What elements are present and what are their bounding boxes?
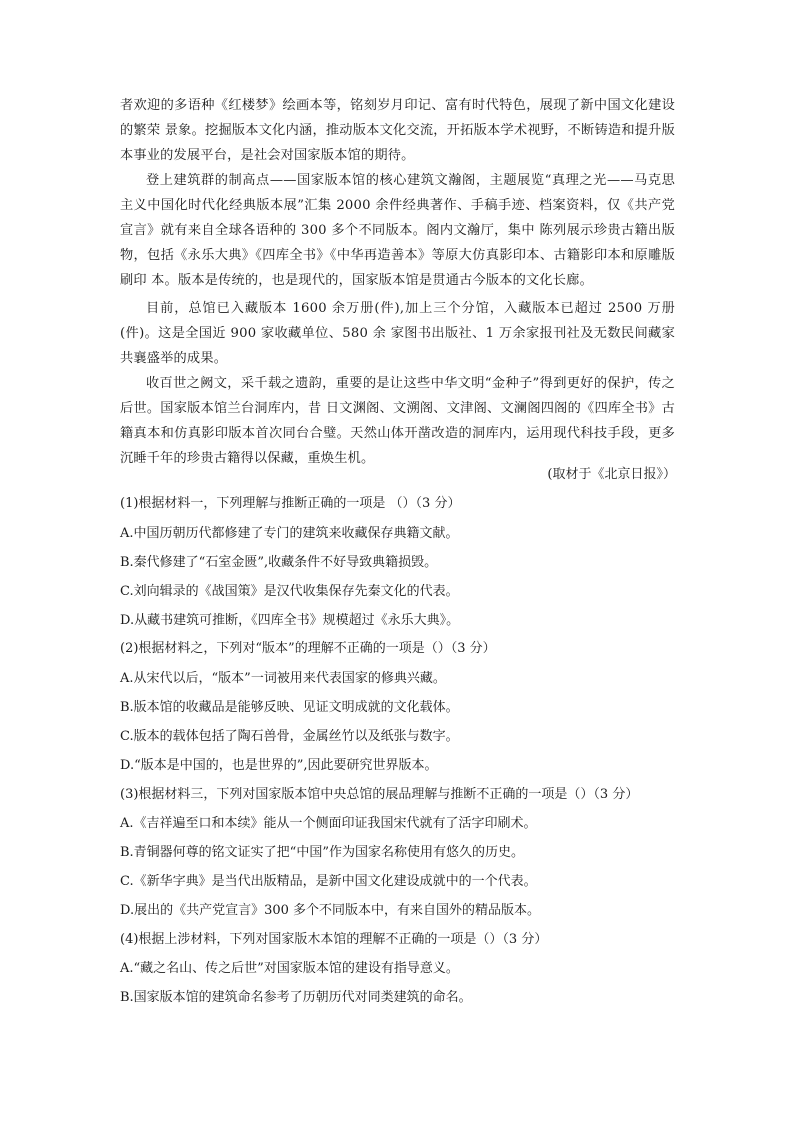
passage-paragraph-4: 收百世之阙文，采千载之遗韵，重要的是让这些中华文明“金种子”得到更好的保护，传之后世。国家版本馆兰台洞库内，昔 日文渊阁、文溯阁、文津阁、文澜阁四阁的《四库全书》古籍真本和仿真影印版本首次同台合璧。天然山体开凿改造的洞库内，运用现代科技手段，更多沉睡千年的珍贵古籍得以保藏，重焕生机。 [120,376,675,466]
passage-paragraph-2: 登上建筑群的制高点——国家版本馆的核心建筑文瀚阁，主题展览“真理之光——马克思主义中国化时代化经典版本展”汇集 2000 余件经典著作、手稿手迹、档案资料，仅《共产党宣言》就有来自全球各语种的 300 多个不同版本。阁内文瀚厅，集中 陈列展示珍贵古籍出版物，包括《永乐大典》《四库全书》《中华再造善本》等原大仿真影印本、古籍影印本和原雕版刷印 本。版本是传统的，也是现代的，国家版本馆是贯通古今版本的文化长廊。 [120,173,675,288]
question-2-option-d: D.“版本是中国的，也是世界的”,因此要研究世界版本。 [120,758,438,773]
question-3-option-b: B.青铜器何尊的铭文证实了把“中国”作为国家名称使用有悠久的历史。 [120,845,524,860]
question-4-option-b: B.国家版本馆的建筑命名参考了历朝历代对同类建筑的命名。 [120,990,472,1005]
question-4-option-a: A.“藏之名山、传之后世”对国家版本馆的建设有指导意义。 [120,961,459,976]
passage-paragraph-3: 目前，总馆已入藏版本 1600 余万册(件),加上三个分馆，入藏版本已超过 2500 万册(件)。这是全国近 900 家收藏单位、580 余 家图书出版社、1 万余家报刊社及无数民间藏家共襄盛举的成果。 [120,301,675,366]
question-2-stem: (2)根据材料之，下列对“版本”的理解不正确的一项是（）（3 分） [120,641,496,656]
question-2-option-c: C.版本的载体包括了陶石兽骨，金属丝竹以及纸张与数字。 [120,729,459,744]
question-1-option-c: C.刘向辑录的《战国策》是汉代收集保存先秦文化的代表。 [120,584,459,599]
source-citation: (取材于《北京日报》） [547,467,676,482]
question-2-option-a: A.从宋代以后，“版本”一词被用来代表国家的修典兴藏。 [120,671,446,686]
question-4-stem: (4)根据上涉材料，下列对国家版木本馆的理解不正确的一项是（）（3 分） [120,932,548,947]
question-3-option-a: A.《吉祥遍至口和本续》能从一个侧面印证我国宋代就有了活字印刷术。 [120,816,537,831]
question-3-option-c: C.《新华字典》是当代出版精品，是新中国文化建设成就中的一个代表。 [120,874,537,889]
question-3-option-d: D.展出的《共产党宣言》300 多个不同版本中，有来自国外的精品版本。 [120,903,541,918]
question-3-stem: (3)根据材料三，下列对国家版本馆中央总馆的展品理解与推断不正确的一项是（）（3 分） [120,787,639,802]
question-1-option-d: D.从藏书建筑可推断，《四库全书》规模超过《永乐大典》。 [120,613,460,628]
question-1-stem: (1)根据材料一，下列理解与推断正确的一项是 （）（3 分） [120,496,461,511]
passage-paragraph-1: 者欢迎的多语种《红楼梦》绘画本等，铭刻岁月印记、富有时代特色，展现了新中国文化建设的繁荣 景象。挖掘版本文化内涵，推动版本文化交流，开拓版本学术视野，不断铸造和提升版本事业的发展平台，是社会对国家版本馆的期待。 [120,98,675,163]
question-1-option-b: B.秦代修建了“石室金匮”,收藏条件不好导致典籍损毁。 [120,555,438,570]
question-2-option-b: B.版本馆的收藏品是能够反映、见证文明成就的文化载体。 [120,700,459,715]
question-1-option-a: A.中国历朝历代都修建了专门的建筑来收藏保存典籍文献。 [120,526,459,541]
